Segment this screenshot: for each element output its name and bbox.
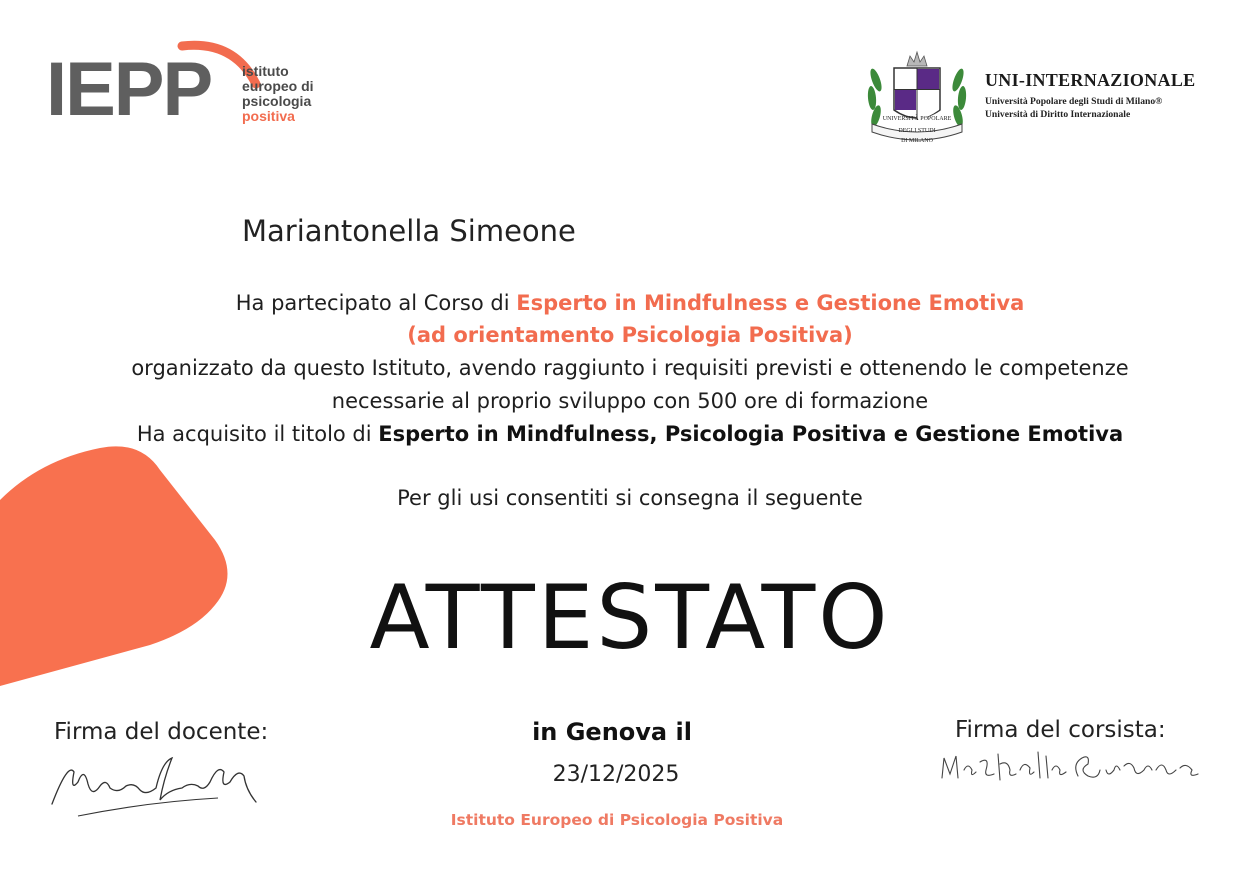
issue-date: 23/12/2025: [552, 762, 680, 787]
body-line: Per gli usi consentiti si consegna il seguente: [397, 486, 863, 510]
university-seal-icon: [862, 40, 972, 146]
university-subtitle: Università di Diritto Internazionale: [985, 109, 1131, 120]
logo-subtitle: [242, 64, 314, 124]
body-line: [0, 422, 1260, 446]
certificate-title: ATTESTATO: [369, 566, 891, 669]
place-label: in Genova il: [532, 718, 692, 746]
acquired-title: Esperto in Mindfulness, Psicologia Positiva e Gestione Emotiva: [378, 422, 1124, 446]
course-orientation: (ad orientamento Psicologia Positiva): [407, 323, 853, 347]
logo-sub-line: europeo di: [242, 78, 314, 94]
logo-sub-line: istituto: [242, 63, 289, 79]
teacher-signature-label: Firma del docente:: [54, 719, 269, 745]
course-name: Esperto in Mindfulness e Gestione Emotiva: [516, 291, 1025, 315]
recipient-name: Mariantonella Simeone: [242, 214, 576, 248]
body-text: Ha acquisito il titolo di: [136, 422, 379, 446]
institute-name: Istituto Europeo di Psicologia Positiva: [450, 811, 784, 829]
seal-text: DI MILANO: [901, 138, 933, 144]
seal-text: UNIVERSITÀ POPOLARE: [882, 116, 952, 122]
body-line: organizzato da questo Istituto, avendo raggiunto i requisiti previsti e ottenendo le competenze: [131, 356, 1129, 380]
logo-sub-line: positiva: [242, 108, 295, 124]
seal-text: DEGLI STUDI: [898, 128, 936, 134]
logo-wordmark: IEPP: [46, 47, 212, 132]
university-subtitle: Università Popolare degli Studi di Milano®: [985, 96, 1163, 107]
body-line: necessarie al proprio sviluppo con 500 ore di formazione: [331, 389, 929, 413]
student-signature-label: Firma del corsista:: [955, 717, 1166, 743]
iepp-logo: [46, 38, 336, 132]
body-text: Ha partecipato al Corso di: [235, 291, 517, 315]
university-title: UNI-INTERNAZIONALE: [985, 70, 1196, 90]
logo-sub-line: psicologia: [242, 93, 312, 109]
body-line: [0, 291, 1260, 315]
student-signature: [938, 740, 1208, 796]
